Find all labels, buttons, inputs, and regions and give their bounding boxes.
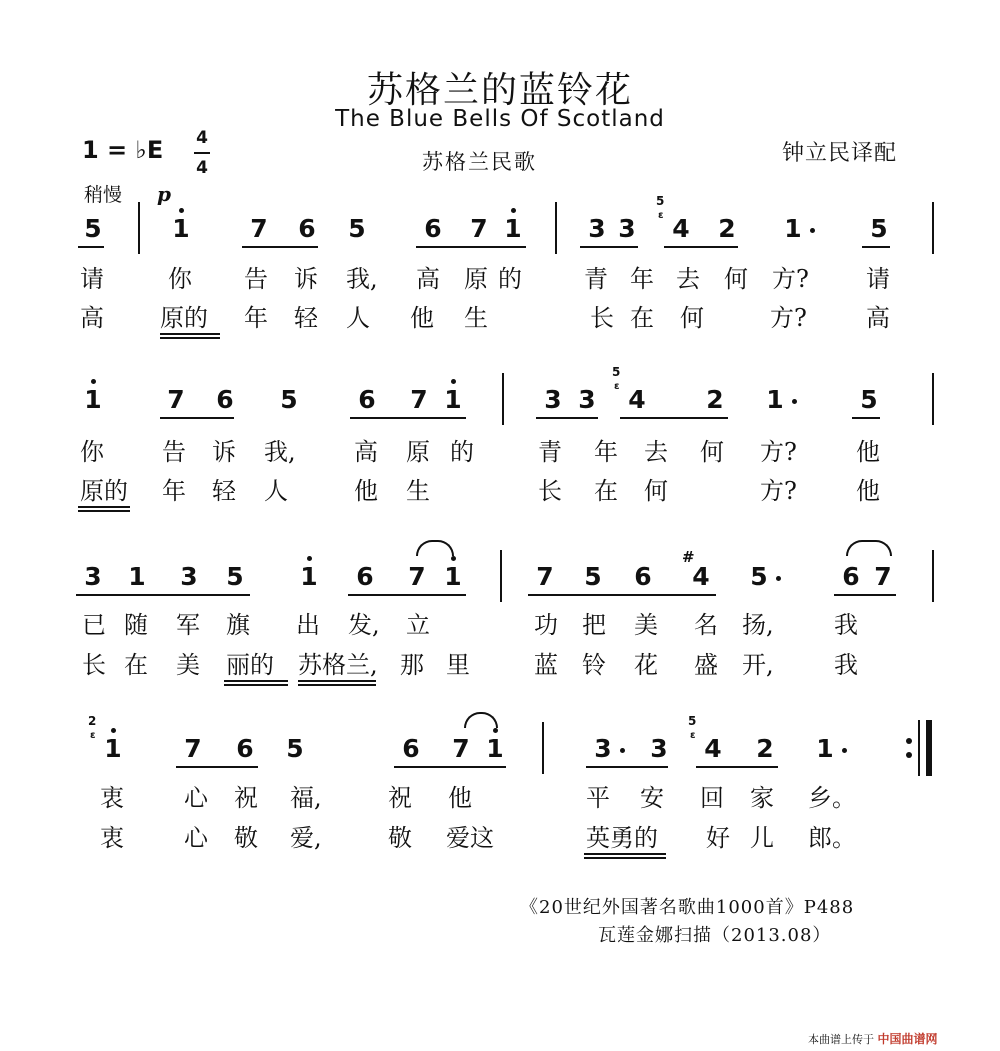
note: 7: [874, 562, 892, 591]
lyric-verse1: 年: [630, 265, 654, 293]
lyric-verse1: 何: [700, 438, 724, 466]
lyric-verse2: 方?: [760, 477, 797, 505]
note: 4: [704, 734, 722, 763]
grace-hook: ɛ: [690, 730, 696, 741]
slur: [464, 712, 498, 728]
lyric-verse1: 立: [406, 611, 430, 639]
song-subtitle: The Blue Bells Of Scotland: [335, 106, 665, 132]
augmentation-dot: [792, 399, 797, 404]
melisma-underline: [224, 684, 288, 686]
note: 3: [84, 562, 102, 591]
lyric-verse2: 里: [446, 651, 470, 679]
beam-underline: [536, 417, 598, 419]
lyric-verse1: 我,: [346, 265, 378, 293]
lyric-verse2: 高: [866, 304, 890, 332]
lyric-verse2: 长: [590, 304, 614, 332]
lyric-verse1: 方?: [760, 438, 797, 466]
beam-underline: [664, 246, 738, 248]
lyric-verse1: 你: [80, 438, 104, 466]
note: 5: [84, 214, 102, 243]
lyric-verse1: 发,: [348, 611, 380, 639]
melisma-underline: [160, 333, 220, 335]
melisma-underline: [78, 506, 130, 508]
barline: [502, 373, 504, 425]
lyric-verse1: 名: [694, 611, 718, 639]
note: 1: [104, 734, 122, 763]
note: 3: [578, 385, 596, 414]
lyric-verse2: 他: [856, 477, 880, 505]
slur: [846, 540, 892, 556]
key-signature: 1 = ♭E: [82, 136, 164, 164]
lyric-verse1: 去: [676, 265, 700, 293]
note: 6: [356, 562, 374, 591]
octave-dot: [111, 728, 116, 733]
lyric-verse2: 开,: [742, 651, 774, 679]
beam-underline: [350, 417, 466, 419]
beam-underline: [586, 766, 668, 768]
lyric-verse2: 丽的: [226, 651, 274, 679]
beam-underline: [176, 766, 258, 768]
lyric-verse1: 福,: [290, 784, 322, 812]
lyric-verse2: 他: [410, 304, 434, 332]
note: 7: [410, 385, 428, 414]
grace-hook: ɛ: [90, 730, 96, 741]
lyric-verse1: 把: [582, 611, 606, 639]
grace-note: 5: [612, 365, 621, 379]
barline: [555, 202, 557, 254]
beam-underline: [394, 766, 506, 768]
footer-uploaded-text: 本曲谱上传于: [808, 1033, 874, 1046]
lyric-verse1: 青: [538, 438, 562, 466]
note: 6: [358, 385, 376, 414]
grace-hook: ɛ: [614, 381, 620, 392]
note: 1: [172, 214, 190, 243]
lyric-verse2: 方?: [770, 304, 807, 332]
note: 1: [84, 385, 102, 414]
note: 1: [504, 214, 522, 243]
tempo-marking: 稍慢: [84, 184, 123, 206]
song-origin: 苏格兰民歌: [422, 150, 537, 174]
note: 7: [452, 734, 470, 763]
note: 6: [298, 214, 316, 243]
note: 6: [634, 562, 652, 591]
note: 7: [250, 214, 268, 243]
lyric-verse2: 敬: [388, 824, 412, 852]
lyric-verse1: 祝: [234, 784, 258, 812]
lyric-verse1: 原: [406, 438, 430, 466]
note: 4: [692, 562, 710, 591]
note: 3: [594, 734, 612, 763]
lyric-verse1: 出: [296, 611, 320, 639]
lyric-verse2: 轻: [294, 304, 318, 332]
note: 5: [286, 734, 304, 763]
note: 1: [766, 385, 784, 414]
beam-underline: [416, 246, 526, 248]
beam-underline: [620, 417, 728, 419]
source-citation: 《20世纪外国著名歌曲1000首》P488: [520, 897, 855, 918]
lyric-verse1: 何: [724, 265, 748, 293]
octave-dot: [307, 556, 312, 561]
lyric-verse2: 敬: [234, 824, 258, 852]
lyric-verse2: 蓝: [534, 651, 558, 679]
lyric-verse2: 原的: [160, 304, 208, 332]
slur: [416, 540, 454, 556]
melisma-underline: [584, 853, 666, 855]
note: 1: [784, 214, 802, 243]
repeat-barline-thin: [918, 720, 920, 776]
note: 1: [444, 385, 462, 414]
melisma-underline: [78, 510, 130, 512]
lyric-verse2: 花: [634, 651, 658, 679]
repeat-barline-thick: [926, 720, 932, 776]
lyric-verse2: 爱,: [290, 824, 322, 852]
barline: [932, 550, 934, 602]
lyric-verse1: 随: [124, 611, 148, 639]
note: 5: [226, 562, 244, 591]
lyric-verse1: 青: [584, 265, 608, 293]
note: 5: [584, 562, 602, 591]
lyric-verse1: 请: [80, 265, 104, 293]
beam-underline: [78, 246, 104, 248]
note: 1: [444, 562, 462, 591]
octave-dot: [493, 728, 498, 733]
note: 1: [816, 734, 834, 763]
lyric-verse1: 方?: [772, 265, 809, 293]
note: 5: [860, 385, 878, 414]
note: 1: [300, 562, 318, 591]
lyric-verse2: 年: [244, 304, 268, 332]
lyric-verse1: 功: [534, 611, 558, 639]
scan-credit: 瓦莲金娜扫描（2013.08）: [598, 925, 832, 946]
lyric-verse2: 在: [124, 651, 148, 679]
note: 3: [544, 385, 562, 414]
augmentation-dot: [620, 748, 625, 753]
lyric-verse1: 的: [498, 265, 522, 293]
lyric-verse1: 已: [82, 611, 106, 639]
note: 7: [536, 562, 554, 591]
lyric-verse2: 苏格兰,: [298, 651, 378, 679]
lyric-verse2: 盛: [694, 651, 718, 679]
lyric-verse2: 衷: [100, 824, 124, 852]
lyric-verse2: 人: [346, 304, 370, 332]
barline: [932, 202, 934, 254]
lyric-verse2: 轻: [212, 477, 236, 505]
octave-dot: [511, 208, 516, 213]
beam-underline: [862, 246, 890, 248]
repeat-dot: [906, 752, 912, 758]
footer-credit: [808, 1030, 938, 1047]
barline: [542, 722, 544, 774]
note: 3: [180, 562, 198, 591]
lyric-verse1: 安: [640, 784, 664, 812]
beam-underline: [528, 594, 716, 596]
grace-note: 2: [88, 714, 97, 728]
lyric-verse2: 生: [406, 477, 430, 505]
repeat-dot: [906, 738, 912, 744]
lyric-verse1: 乡。: [808, 784, 856, 812]
lyric-verse1: 告: [244, 265, 268, 293]
note: 2: [706, 385, 724, 414]
note: 3: [618, 214, 636, 243]
note: 4: [672, 214, 690, 243]
octave-dot: [179, 208, 184, 213]
note: 7: [470, 214, 488, 243]
lyric-verse2: 那: [400, 651, 424, 679]
note: 6: [402, 734, 420, 763]
barline: [138, 202, 140, 254]
lyric-verse1: 我,: [264, 438, 296, 466]
lyric-verse2: 铃: [582, 651, 606, 679]
augmentation-dot: [776, 576, 781, 581]
arranger-credit: 钟立民译配: [782, 141, 898, 166]
barline: [932, 373, 934, 425]
octave-dot: [451, 556, 456, 561]
beam-underline: [580, 246, 638, 248]
note: 5: [348, 214, 366, 243]
melisma-underline: [160, 337, 220, 339]
lyric-verse1: 诉: [212, 438, 236, 466]
note: 7: [408, 562, 426, 591]
lyric-verse1: 高: [354, 438, 378, 466]
beam-underline: [852, 417, 880, 419]
lyric-verse2: 何: [680, 304, 704, 332]
note: 1: [128, 562, 146, 591]
note: 7: [184, 734, 202, 763]
lyric-verse2: 原的: [80, 477, 128, 505]
lyric-verse2: 人: [264, 477, 288, 505]
lyric-verse1: 他: [448, 784, 472, 812]
grace-note: 5: [656, 194, 665, 208]
lyric-verse2: 长: [538, 477, 562, 505]
octave-dot: [91, 379, 96, 384]
lyric-verse2: 在: [630, 304, 654, 332]
note: 6: [236, 734, 254, 763]
note: 6: [424, 214, 442, 243]
lyric-verse2: 好: [706, 824, 730, 852]
note: 5: [280, 385, 298, 414]
note: 5: [750, 562, 768, 591]
lyric-verse2: 英勇的: [586, 824, 658, 852]
lyric-verse1: 扬,: [742, 611, 774, 639]
note: 6: [216, 385, 234, 414]
lyric-verse2: 高: [80, 304, 104, 332]
melisma-underline: [298, 684, 376, 686]
lyric-verse1: 去: [644, 438, 668, 466]
lyric-verse1: 我: [834, 611, 858, 639]
lyric-verse2: 心: [184, 824, 208, 852]
grace-note: 5: [688, 714, 697, 728]
lyric-verse2: 何: [644, 477, 668, 505]
note: 5: [870, 214, 888, 243]
lyric-verse1: 美: [634, 611, 658, 639]
melisma-underline: [298, 680, 376, 682]
melisma-underline: [224, 680, 288, 682]
beam-underline: [834, 594, 896, 596]
note: 1: [486, 734, 504, 763]
lyric-verse1: 年: [594, 438, 618, 466]
note: 3: [588, 214, 606, 243]
augmentation-dot: [810, 228, 815, 233]
note: 2: [718, 214, 736, 243]
lyric-verse2: 在: [594, 477, 618, 505]
lyric-verse2: 我: [834, 651, 858, 679]
lyric-verse1: 回: [700, 784, 724, 812]
lyric-verse2: 年: [162, 477, 186, 505]
lyric-verse1: 军: [176, 611, 200, 639]
lyric-verse2: 爱这: [446, 824, 494, 852]
barline: [500, 550, 502, 602]
lyric-verse1: 心: [184, 784, 208, 812]
octave-dot: [451, 379, 456, 384]
note: 3: [650, 734, 668, 763]
lyric-verse1: 衷: [100, 784, 124, 812]
lyric-verse2: 他: [354, 477, 378, 505]
beam-underline: [160, 417, 234, 419]
lyric-verse1: 旗: [226, 611, 250, 639]
beam-underline: [348, 594, 466, 596]
lyric-verse2: 长: [82, 651, 106, 679]
lyric-verse1: 他: [856, 438, 880, 466]
lyric-verse1: 家: [750, 784, 774, 812]
lyric-verse1: 请: [866, 265, 890, 293]
lyric-verse1: 高: [416, 265, 440, 293]
time-signature: 4 4: [192, 124, 212, 182]
melisma-underline: [584, 857, 666, 859]
dynamic-marking: p: [157, 182, 171, 206]
note: 2: [756, 734, 774, 763]
lyric-verse1: 祝: [388, 784, 412, 812]
lyric-verse2: 儿: [750, 824, 774, 852]
lyric-verse1: 平: [586, 784, 610, 812]
lyric-verse2: 生: [464, 304, 488, 332]
note: 7: [167, 385, 185, 414]
lyric-verse2: 郎。: [808, 824, 856, 852]
note: 4: [628, 385, 646, 414]
lyric-verse1: 的: [450, 438, 474, 466]
song-title: 苏格兰的蓝铃花: [366, 70, 633, 111]
site-logo: 中国曲谱网: [877, 1032, 938, 1046]
lyric-verse2: 美: [176, 651, 200, 679]
lyric-verse1: 诉: [294, 265, 318, 293]
sharp-sign: #: [682, 548, 695, 566]
beam-underline: [696, 766, 778, 768]
beam-underline: [76, 594, 250, 596]
lyric-verse1: 告: [162, 438, 186, 466]
lyric-verse1: 原: [464, 265, 488, 293]
grace-hook: ɛ: [658, 210, 664, 221]
lyric-verse1: 你: [168, 265, 192, 293]
augmentation-dot: [842, 748, 847, 753]
note: 6: [842, 562, 860, 591]
beam-underline: [242, 246, 318, 248]
